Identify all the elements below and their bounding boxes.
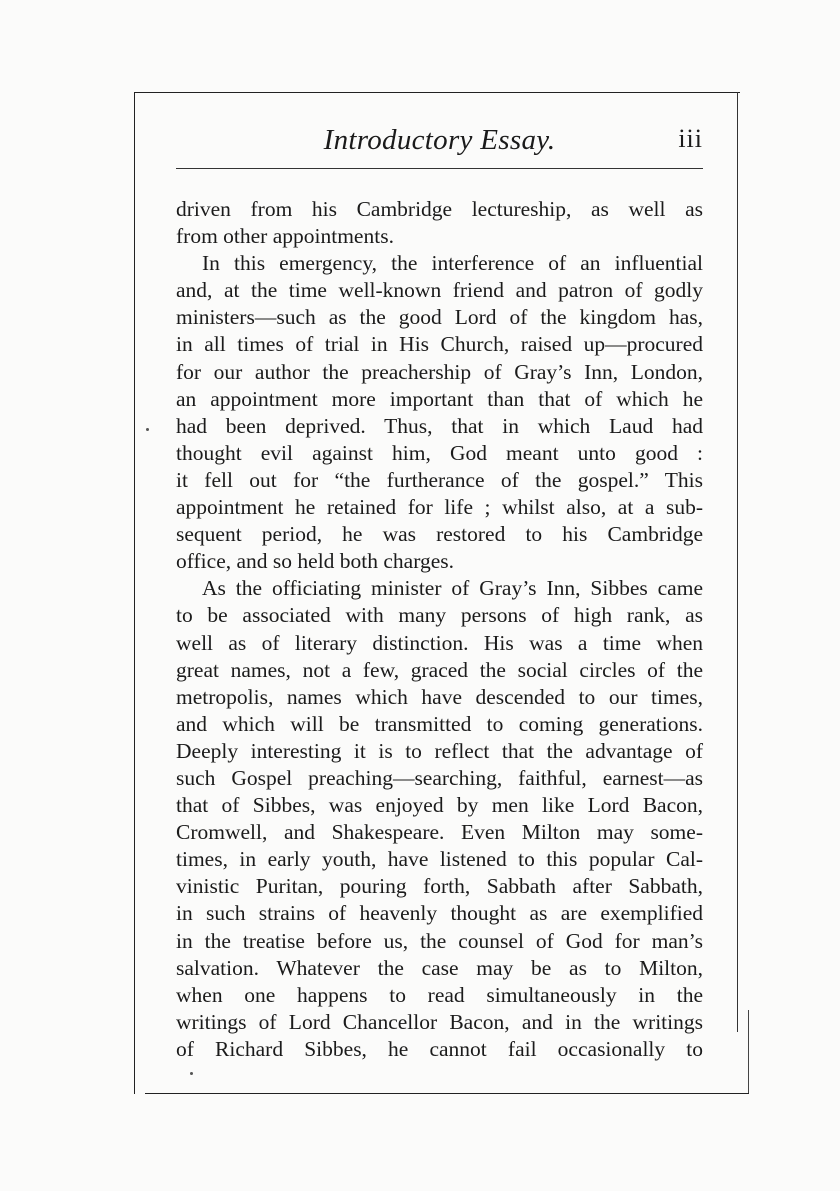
text-line: from other appointments. [176, 224, 394, 249]
text-line: times, in early youth, have listened to this popular Cal- [176, 847, 703, 872]
text-line: and, at the time well-known friend and patron of godly [176, 278, 703, 303]
page-border-top [134, 92, 740, 93]
margin-speck [146, 428, 149, 431]
text-line: office, and so held both charges. [176, 549, 455, 574]
text-line: thought evil against him, God meant unto good : [176, 440, 703, 465]
text-line: driven from his Cambridge lectureship, as well as [176, 197, 703, 221]
text-line: metropolis, names which have descended to our times, [176, 684, 703, 709]
margin-speck [190, 1072, 193, 1075]
text-line: As the officiating minister of Gray’s Inn, Sibbes came [202, 576, 703, 601]
text-line: to be associated with many persons of high rank, as [176, 603, 703, 628]
text-line: writings of Lord Chancellor Bacon, and in the writings [176, 1009, 703, 1034]
text-line: when one happens to read simultaneously in the [176, 982, 703, 1007]
text-line: had been deprived. Thus, that in which Laud had [176, 413, 703, 438]
text-line: in such strains of heavenly thought as are exemplified [176, 901, 703, 926]
page-border-right-lower [748, 1010, 749, 1094]
text-line: in all times of trial in His Church, raised up—procured [176, 332, 703, 357]
text-line: that of Sibbes, was enjoyed by men like Lord Bacon, [176, 793, 703, 818]
text-line: in the treatise before us, the counsel of God for man’s [176, 928, 703, 953]
running-head [176, 124, 703, 160]
text-line: and which will be transmitted to coming generations. [176, 711, 703, 736]
page-border-left [134, 92, 135, 1094]
page-border-bottom [145, 1093, 749, 1094]
running-head-title: Introductory Essay. [323, 124, 556, 156]
text-line: Deeply interesting it is to reflect that the advantage of [176, 738, 703, 763]
text-line: appointment he retained for life ; whilst also, at a sub- [176, 495, 703, 520]
text-line: salvation. Whatever the case may be as to Milton, [176, 955, 703, 980]
text-line: it fell out for “the furtherance of the gospel.” This [176, 467, 703, 492]
text-line: great names, not a few, graced the social circles of the [176, 657, 703, 682]
text-line: of Richard Sibbes, he cannot fail occasionally to [176, 1036, 703, 1061]
header-rule [176, 168, 703, 169]
text-line: an appointment more important than that of which he [176, 386, 703, 411]
text-line: well as of literary distinction. His was a time when [176, 630, 703, 655]
body-text [176, 196, 703, 1063]
text-line: ministers—such as the good Lord of the kingdom has, [176, 305, 703, 330]
text-line: such Gospel preaching—searching, faithful, earnest—as [176, 765, 703, 790]
text-line: Cromwell, and Shakespeare. Even Milton may some- [176, 820, 703, 845]
text-line: vinistic Puritan, pouring forth, Sabbath after Sabbath, [176, 874, 703, 899]
page-number: iii [678, 124, 703, 153]
text-line: sequent period, he was restored to his Cambridge [176, 522, 703, 547]
text-line: In this emergency, the interference of an influential [202, 251, 703, 276]
page-border-right [737, 92, 738, 1032]
text-line: for our author the preachership of Gray’s Inn, London, [176, 359, 703, 384]
